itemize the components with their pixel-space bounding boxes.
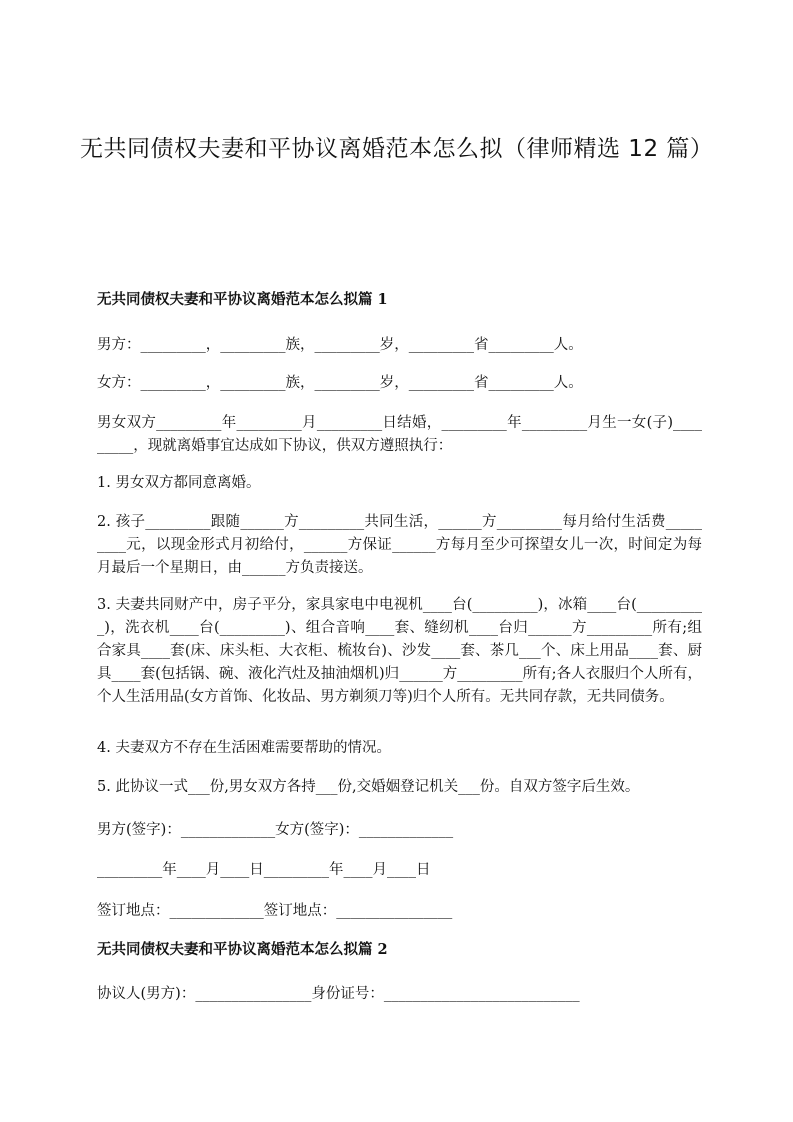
section-heading-2: 无共同债权夫妻和平协议离婚范本怎么拟篇 2 (97, 941, 388, 958)
paragraph-clause-3: 3. 夫妻共同财产中，房子平分，家具家电中电视机____台(_________)，冰箱____台(__________)，洗衣机____台(_________)、组合音响____套、缝纫机____台归______方_________所有;组合家具____套(床、床头柜、大衣柜、梳妆台)、沙发____套、茶几___个、床上用品____套、厨具____套(包括锅、碗、液化汽灶及抽油烟机)归______方_________所有;各人衣服归个人所有，个人生活用品(女方首饰、化妆品、男方剃须刀等)归个人所有。无共同存款，无共同债务。 (97, 597, 702, 705)
document-title: 无共同债权夫妻和平协议离婚范本怎么拟（律师精选 12 篇） (80, 136, 714, 162)
paragraph-clause-5: 5. 此协议一式___份,男女双方各持___份,交婚姻登记机关___份。自双方签字后生效。 (97, 779, 640, 795)
signature-line: 男方(签字)：_____________女方(签字)：_____________ (97, 822, 454, 838)
paragraph-male-party: 男方：_________，_________族，_________岁，_________省_________人。 (97, 337, 583, 353)
signing-location-line: 签订地点：_____________签订地点：________________ (97, 903, 453, 919)
section-heading-1: 无共同债权夫妻和平协议离婚范本怎么拟篇 1 (97, 291, 388, 308)
paragraph-clause-1: 1. 男女双方都同意离婚。 (97, 475, 261, 491)
date-line: _________年____月____日_________年____月____日 (97, 862, 431, 878)
paragraph-agreement-party: 协议人(男方)：________________身份证号：___________________________ (97, 986, 580, 1002)
paragraph-marriage-info: 男女双方_________年_________月_________日结婚，_________年_________月生一女(子)_________，现就离婚事宜达成如下协议，供双方遵照执行： (97, 415, 702, 454)
paragraph-clause-4: 4. 夫妻双方不存在生活困难需要帮助的情况。 (97, 740, 391, 756)
paragraph-female-party: 女方：_________，_________族，_________岁，_________省_________人。 (97, 375, 583, 391)
paragraph-clause-2: 2. 孩子_________跟随______方_________共同生活，______方_________每月给付生活费_________元，以现金形式月初给付，______方保证______方每月至少可探望女儿一次，时间定为每月最后一个星期日，由______方负责接送。 (97, 514, 702, 576)
